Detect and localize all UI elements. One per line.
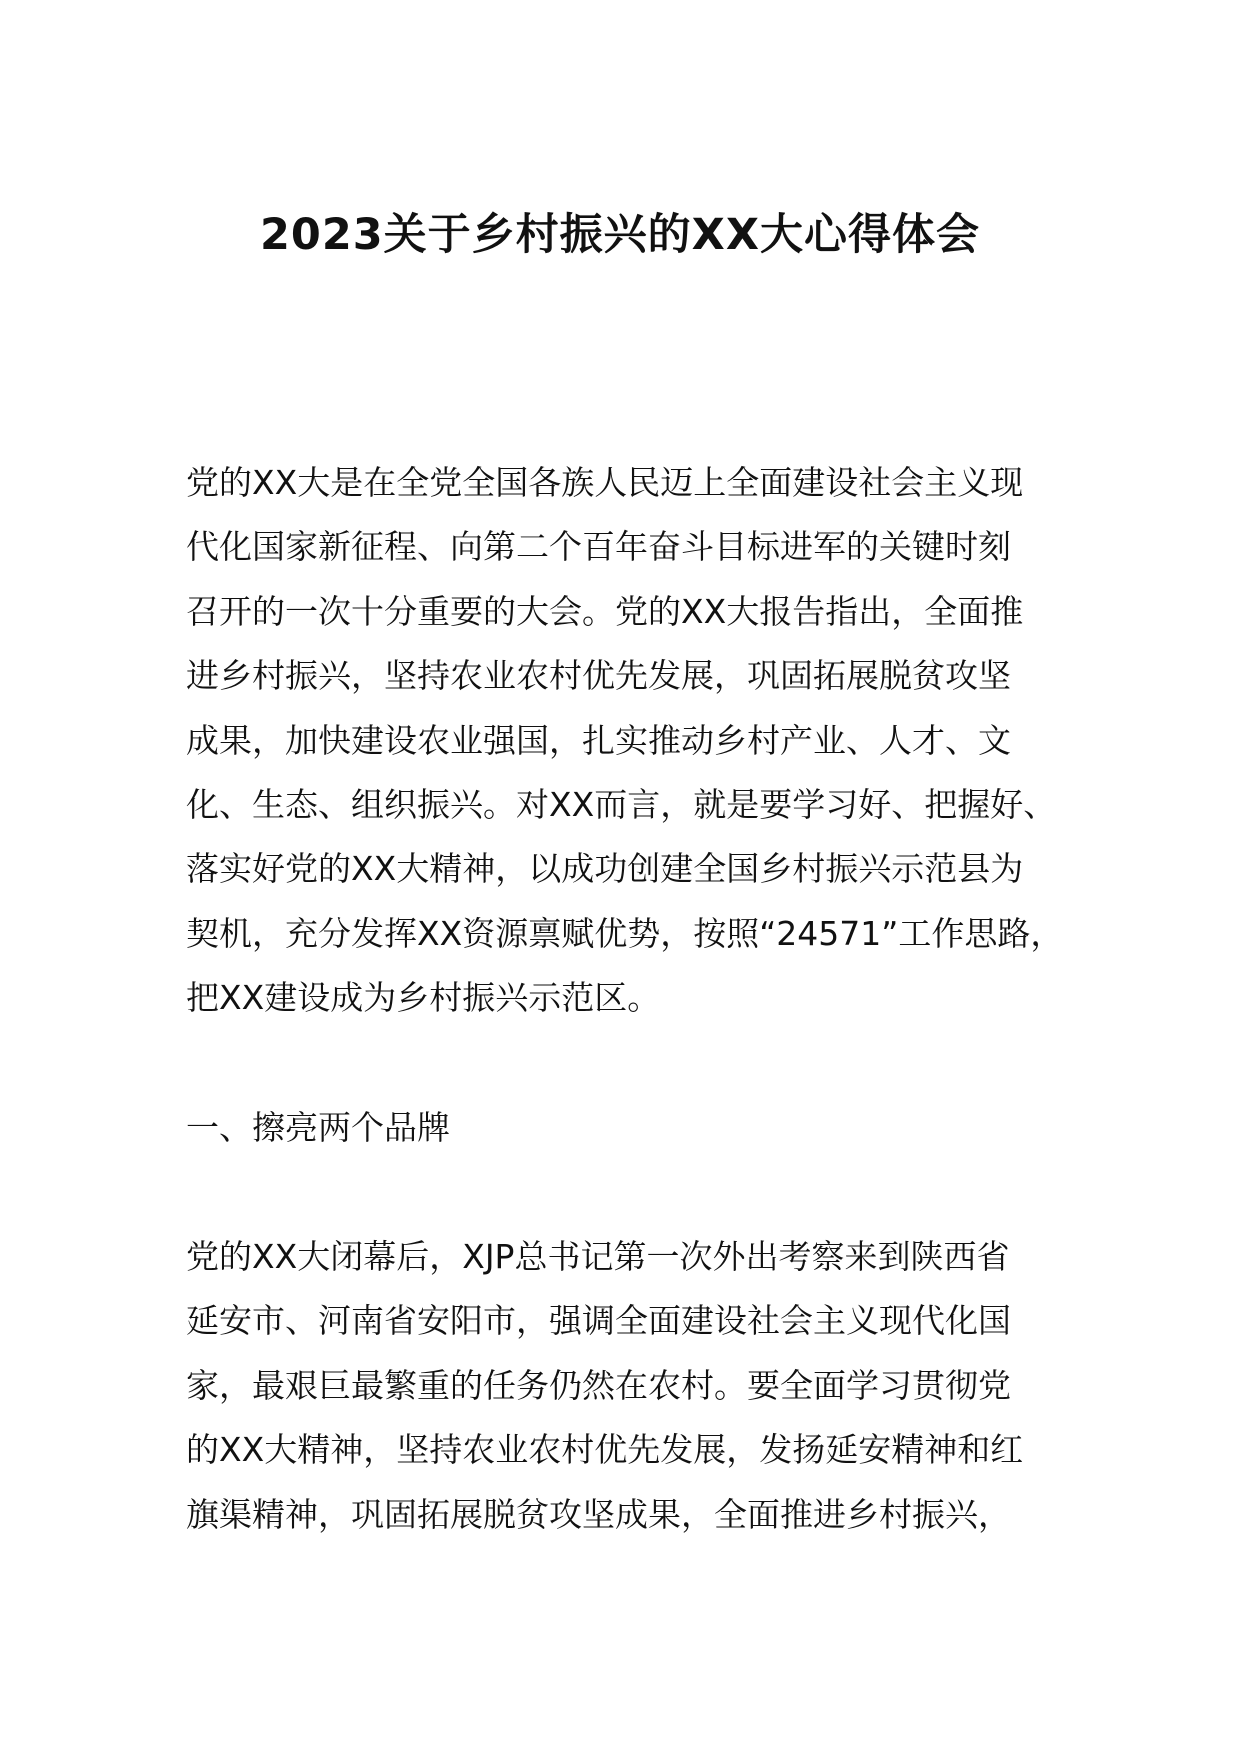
paragraph-line: 代化国家新征程、向第二个百年奋斗目标进军的关键时刻 (186, 527, 1011, 567)
paragraph-line: 旗渠精神，巩固拓展脱贫攻坚成果，全面推进乡村振兴， (186, 1494, 1011, 1534)
paragraph-line: 落实好党的XX大精神，以成功创建全国乡村振兴示范县为 (186, 849, 1024, 889)
paragraph-line: 延安市、河南省安阳市，强调全面建设社会主义现代化国 (186, 1301, 1011, 1341)
paragraph-line: 化、生态、组织振兴。对XX而言，就是要学习好、把握好、 (186, 785, 1057, 825)
paragraph-line: 的XX大精神，坚持农业农村优先发展，发扬延安精神和红 (186, 1430, 1024, 1470)
document-title: 2023关于乡村振兴的XX大心得体会 (260, 210, 980, 260)
section-heading-text: 一、擦亮两个品牌 (186, 1108, 450, 1147)
paragraph-line: 进乡村振兴，坚持农业农村优先发展，巩固拓展脱贫攻坚 (186, 656, 1011, 696)
paragraph-line: 召开的一次十分重要的大会。党的XX大报告指出，全面推 (186, 591, 1024, 631)
paragraph-line: 把XX建设成为乡村振兴示范区。 (186, 978, 661, 1018)
paragraph-line: 党的XX大是在全党全国各族人民迈上全面建设社会主义现 (186, 463, 1024, 502)
paragraph-intro (186, 451, 1086, 1031)
paragraph-line: 成果，加快建设农业强国，扎实推动乡村产业、人才、文 (186, 720, 1011, 760)
paragraph-line: 党的XX大闭幕后，XJP总书记第一次外出考察来到陕西省 (186, 1237, 1010, 1276)
paragraph-section-1 (186, 1225, 1086, 1547)
paragraph-line: 契机，充分发挥XX资源禀赋优势，按照“24571”工作思路， (186, 913, 1064, 953)
section-heading (186, 1096, 1086, 1160)
paragraph-line: 家，最艰巨最繁重的任务仍然在农村。要全面学习贯彻党 (186, 1365, 1011, 1405)
